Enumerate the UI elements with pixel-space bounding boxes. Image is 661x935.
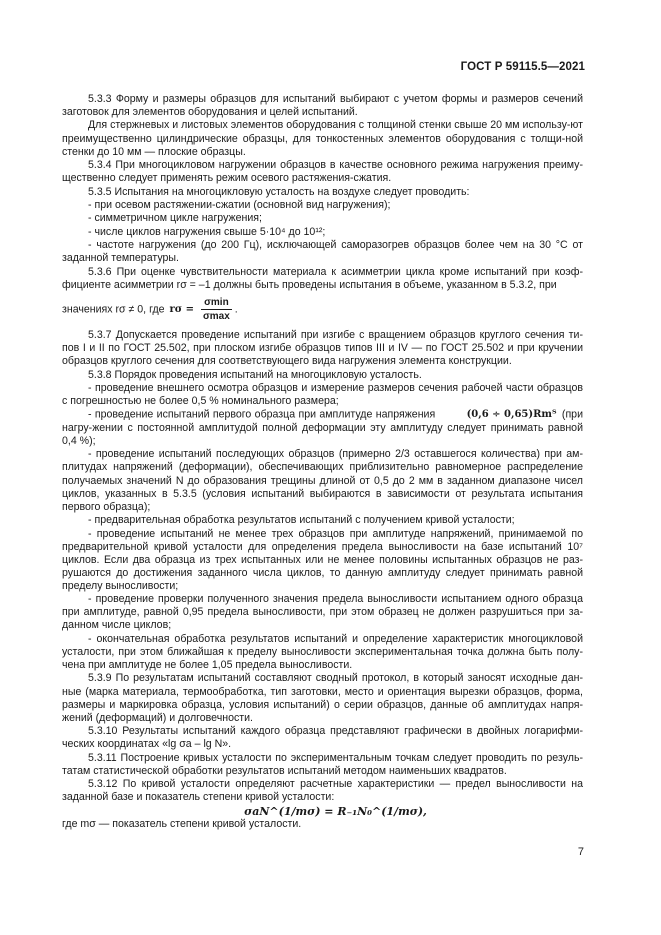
paragraph-5-3-6-formula-line [62,296,583,323]
list-item: - частоте нагружения (до 200 Гц), исключающей саморазогрев образцов более чем на 30 °С от заданной температуры. [62,239,583,265]
list-item: - проведение испытаний не менее трех образцов при амплитуде напряжений, принимаемой по предварительной кривой усталости для определения предела выносливости на базе испытаний 10⁷ циклов. Если два образца из трех испытанных или не менее половины испытанных образцов не раз-рушаются до достижения заданного числа циклов, то данную амплитуду следует принимать равной пределу выносливости; [62,527,583,592]
document-body [62,93,583,831]
list-item: - предварительная обработка результатов испытаний с получением кривой усталости; [88,514,515,527]
fraction-numerator: σmin [201,296,232,310]
list-item: - при осевом растяжении-сжатии (основной вид нагружения); [88,198,391,211]
list-item: - проведение испытаний последующих образцов (примерно 2/3 оставшегося количества) при ам-плитудах напряжений (деформации), обеспечивающих приблизительно равномерное распределение получаемых значений N до образования трещины длиной от 0,5 до 2 мм в заданном диапазоне чисел циклов, указанных в 5.3.5 (условия испытаний выбираются в зависимости от результата испытания первого образца); [62,448,583,513]
list-item-prefix: - проведение испытаний первого образца при амплитуде напряжения [88,408,436,421]
formula-suffix: . [234,303,238,316]
ratio-fraction [201,296,232,323]
list-item: - числе циклов нагружения свыше 5·10⁴ до 10¹²; [88,225,326,238]
list-item: - проведение проверки полученного значения предела выносливости испытанием одного образца при амплитуде, равной 0,95 предела выносливости, при этом образец не должен разрушиться при за-данном числе циклов; [62,593,583,632]
list-item-suffix: (при нагру-жении с постоянной амплитудой полной деформации эту амплитуду следует принимать равной 0,4 %); [62,408,583,447]
fatigue-curve-formula: σaN^(1/mσ) = R₋₁N₀^(1/mσ), [244,804,427,818]
fraction-denominator: σmax [202,310,230,322]
list-item: - проведение внешнего осмотра образцов и измерение размеров сечения рабочей части образцов с погрешностью не более 0,5 % номинального размера; [62,381,583,408]
paragraph-5-3-6: 5.3.6 При оценке чувствительности материала к асимметрии цикла кроме испытаний при коэф-фициенте асимметрии rσ = –1 должны быть проведены испытания в объеме, указанном в 5.3.2, при [62,265,583,291]
paragraph-5-3-5: 5.3.5 Испытания на многоцикловую усталость на воздухе следует проводить: [88,185,470,198]
page-number: 7 [577,846,584,858]
paragraph-5-3-3-b: Для стержневых и листовых элементов оборудования с толщиной стенки свыше 20 мм использу-ют преимущественно цилиндрические образцы, для тонкостенных элементов оборудования с толщи-ной стенки до 10 мм — плоские образцы. [62,119,583,158]
formula-explanation: где mσ — показатель степени кривой усталости. [62,817,302,830]
ratio-formula-lhs: rσ = [169,303,194,315]
paragraph-5-3-4: 5.3.4 При многоцикловом нагружении образцов в качестве основного режима нагружения преиму-щественно следует применять режим осевого растяжения-сжатия. [62,159,583,185]
paragraph-5-3-11: 5.3.11 Построение кривых усталости по экспериментальным точкам следует проводить по резуль-татам статистической обработки результатов испытаний методом наименьших квадратов. [62,751,583,777]
document-header: ГОСТ Р 59115.5—2021 [460,61,585,73]
list-item: - окончательная обработка результатов испытаний и определение характеристик многоцикловой усталости, при этом ближайшая к пределу выносливости экспериментальная точка должна быть полу-чена при амплитуде не более 1,05 предела выносливости. [62,632,583,672]
paragraph-5-3-10: 5.3.10 Результаты испытаний каждого образца представляют графически в двойных логарифми-ческих координатах «lg σa – lg N». [62,725,583,751]
formula-prefix: значениях rσ ≠ 0, где [62,303,165,316]
amplitude-formula: (0,6 ÷ 0,65)Rmᵀ [466,409,557,421]
list-item: - симметричном цикле нагружения; [88,212,262,225]
paragraph-5-3-9: 5.3.9 По результатам испытаний составляют сводный протокол, в который заносят исходные дан-ные (марка материала, термообработка, тип заготовки, место и ориентация вырезки образцов, форма, размеры и маркировка образца, условия испытаний) о серии образцов, данные об амплитудах напря-жений (деформаций) и долговечности. [62,672,583,724]
paragraph-5-3-8: 5.3.8 Порядок проведения испытаний на многоцикловую усталость. [88,368,422,381]
paragraph-5-3-12: 5.3.12 По кривой усталости определяют расчетные характеристики — предел выносливости на заданной базе и показатель степени кривой усталости: [62,778,583,804]
list-item-with-formula [62,408,583,448]
paragraph-5-3-3: 5.3.3 Форму и размеры образцов для испытаний выбирают с учетом формы и размеров сечений заготовок для элементов оборудования и целей испытаний. [62,93,583,119]
paragraph-5-3-7: 5.3.7 Допускается проведение испытаний при изгибе с вращением образцов круглого сечения ти-пов I и II по ГОСТ 25.502, при плоском изгибе образцов типов III и IV — по ГОСТ 25.502 и при кручении образцов круглого сечения для соответствующего вида нагружения элемента конструкции. [62,328,583,368]
